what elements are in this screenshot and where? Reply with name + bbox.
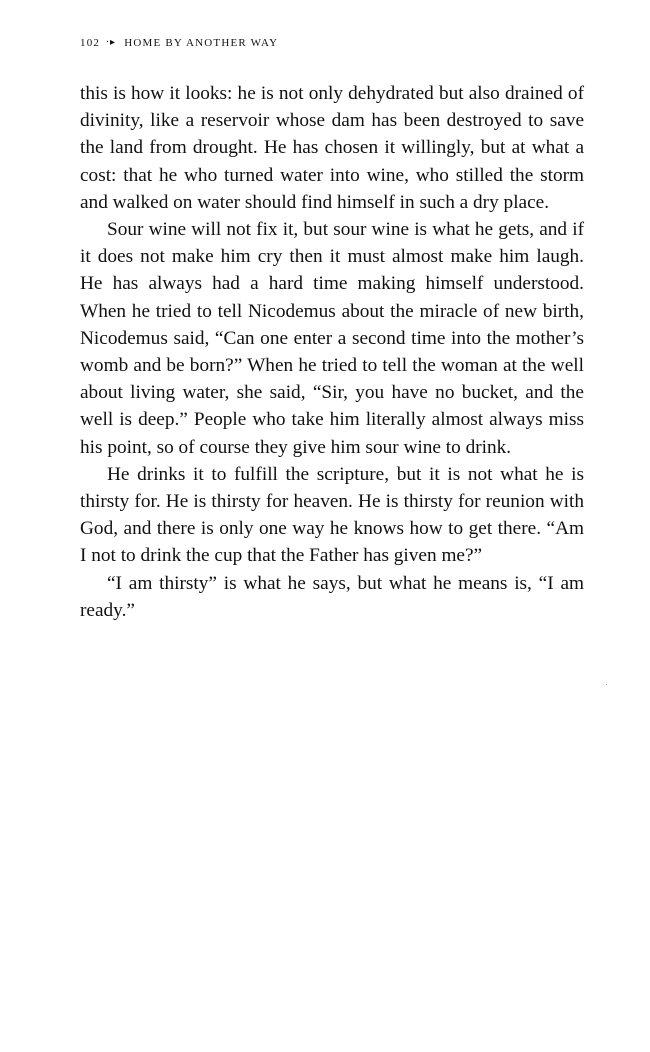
stray-mark xyxy=(606,684,607,685)
running-head-title: HOME BY ANOTHER WAY xyxy=(124,37,279,49)
body-text xyxy=(80,80,584,624)
running-head xyxy=(80,36,278,51)
paragraph-1: this is how it looks: he is not only dehydrated but also drained of divinity, like a reservoir whose dam has been destroyed to save the land from drought. He has chosen it willingly, but at what a cost: that he who turned water into wine, who stilled the storm and walked on water should find himself in such a dry place. xyxy=(80,83,584,213)
paragraph-3: He drinks it to fulfill the scripture, but it is not what he is thirsty for. He is thirsty for heaven. He is thirsty for reunion with God, and there is only one way he knows how to get there. “Am I not to drink the cup that the Father has given me?” xyxy=(80,463,584,567)
page-number: 102 xyxy=(80,37,101,49)
paragraph-4: “I am thirsty” is what he says, but what he means is, “I am ready.” xyxy=(80,572,584,621)
ornament-icon: ⸱▸ xyxy=(106,37,117,48)
paragraph-2: Sour wine will not fix it, but sour wine is what he gets, and if it does not make him cry then it must almost make him laugh. He has always had a hard time making himself understood. When he tried to tell Nicodemus about the miracle of new birth, Nicodemus said, “Can one enter a second time into the mother’s womb and be born?” When he tried to tell the woman at the well about living water, she said, “Sir, you have no bucket, and the well is deep.” People who take him literally almost always miss his point, so of course they give him sour wine to drink. xyxy=(80,219,584,458)
